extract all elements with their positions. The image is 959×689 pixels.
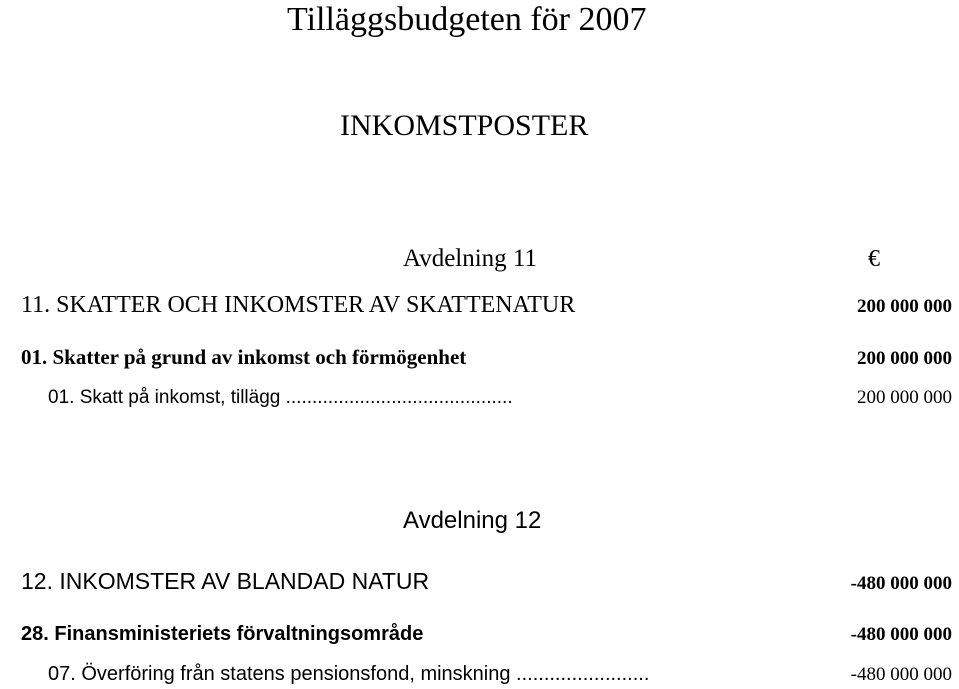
main-title-row: [21, 566, 952, 599]
item-amount: 200 000 000: [857, 387, 952, 408]
chapter-row: [21, 620, 952, 649]
item-row: [21, 384, 952, 412]
euro-currency-icon: €: [868, 246, 880, 272]
item-label: 01. Skatt på inkomst, tillägg ...........................................: [48, 387, 513, 408]
section-title: INKOMSTPOSTER: [340, 109, 589, 142]
main-title-label: 12. INKOMSTER AV BLANDAD NATUR: [21, 568, 430, 594]
chapter-label: 28. Finansministeriets förvaltningsområde: [21, 623, 424, 645]
division-heading: Avdelning 12: [403, 507, 542, 534]
item-amount: -480 000 000: [850, 664, 952, 685]
main-title-label: 11. SKATTER OCH INKOMSTER AV SKATTENATUR: [21, 292, 576, 318]
division-heading: Avdelning 11: [403, 245, 538, 272]
main-title-amount: -480 000 000: [850, 573, 952, 594]
item-label: 07. Överföring från statens pensionsfond, minskning ........................: [48, 663, 650, 685]
chapter-row: [21, 343, 952, 373]
chapter-label: 01. Skatter på grund av inkomst och förmögenhet: [21, 345, 467, 369]
document-title: Tilläggsbudgeten för 2007: [287, 1, 647, 38]
item-row: [21, 660, 952, 689]
main-title-amount: 200 000 000: [857, 296, 952, 317]
main-title-row: [21, 290, 952, 322]
chapter-amount: 200 000 000: [857, 348, 952, 369]
chapter-amount: -480 000 000: [850, 624, 952, 645]
